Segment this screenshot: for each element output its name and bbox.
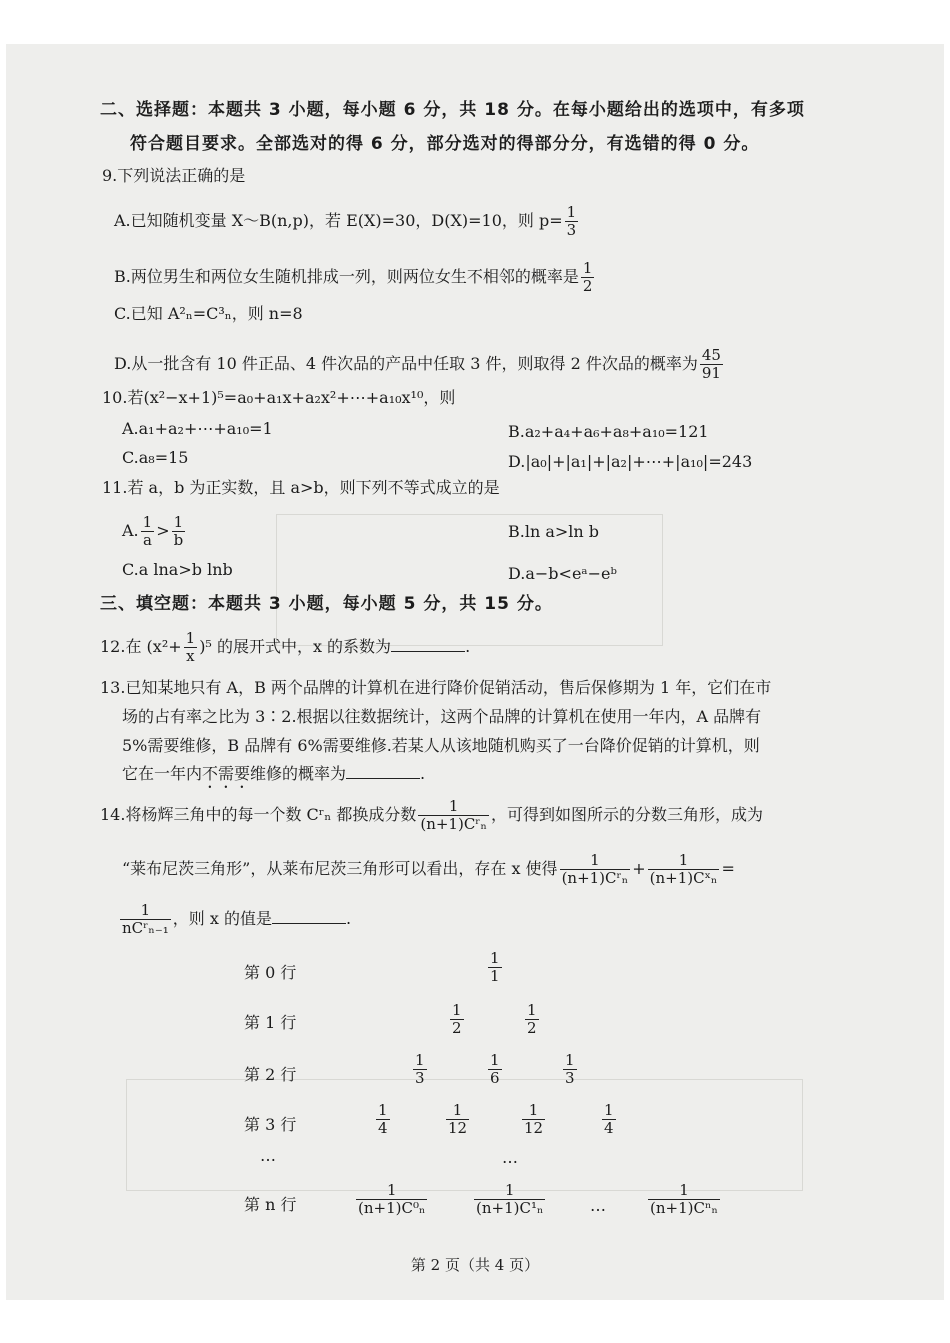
q14-fraction-1 xyxy=(418,798,489,833)
q11-option-b: B.ln a>ln b xyxy=(508,522,600,541)
numerator: 1 xyxy=(418,798,489,816)
denominator: 2 xyxy=(582,277,593,295)
row-label-0: 第 0 行 xyxy=(244,963,297,982)
triangle-cell xyxy=(376,1102,390,1137)
q14-fraction-2 xyxy=(560,852,631,887)
denominator: (n+1)Cʳₙ xyxy=(420,815,487,833)
row-label-ellipsis: … xyxy=(260,1146,278,1165)
q14-line1 xyxy=(100,798,763,833)
numerator: 1 xyxy=(560,852,631,870)
numerator: 1 xyxy=(522,1102,545,1120)
numerator: 1 xyxy=(565,1051,575,1069)
denominator: 4 xyxy=(378,1119,388,1137)
answer-blank[interactable] xyxy=(391,637,465,652)
q9-stem: 9.下列说法正确的是 xyxy=(102,166,246,185)
numerator: 1 xyxy=(566,203,577,221)
operator: > xyxy=(156,521,170,540)
q14-end: . xyxy=(345,909,352,928)
numerator: 1 xyxy=(648,852,720,870)
denominator: 2 xyxy=(452,1019,462,1037)
q9-option-b-fraction xyxy=(581,260,595,295)
numerator: 1 xyxy=(474,1182,545,1200)
q14-line3-post: ，则 x 的值是 xyxy=(172,909,272,928)
denominator: 3 xyxy=(415,1069,425,1087)
q12-fraction xyxy=(184,630,198,665)
triangle-cell xyxy=(446,1102,469,1137)
q12-prefix: 12.在 xyxy=(100,637,142,656)
plus-sign: + xyxy=(632,859,646,878)
q11-option-a-right-fraction xyxy=(172,514,186,549)
q12-end: . xyxy=(465,637,471,656)
q13-emphasis: 不需要 xyxy=(202,764,251,783)
row-label-n: 第 n 行 xyxy=(244,1195,297,1214)
q11-option-a xyxy=(122,514,187,549)
triangle-cell xyxy=(356,1182,427,1217)
triangle-cell xyxy=(563,1052,577,1087)
section2-header-line1: 二、选择题：本题共 3 小题，每小题 6 分，共 18 分。在每小题给出的选项中，有多项 xyxy=(100,100,805,120)
q9-option-d-fraction xyxy=(700,347,723,382)
triangle-cell xyxy=(474,1182,545,1217)
row-label-1: 第 1 行 xyxy=(244,1013,297,1032)
denominator: a xyxy=(142,531,152,549)
triangle-cell xyxy=(413,1052,427,1087)
numerator: 1 xyxy=(142,513,153,531)
q10-option-c: C.a₈=15 xyxy=(122,448,189,467)
q9-option-c: C.已知 A²ₙ=C³ₙ，则 n=8 xyxy=(114,304,303,323)
q11-option-c: C.a lna>b lnb xyxy=(122,560,233,579)
q9-option-d-text: D.从一批含有 10 件正品、4 件次品的产品中任取 3 件，则取得 2 件次品的概率为 xyxy=(114,354,698,373)
q12-expression-right: )⁵ xyxy=(199,637,212,656)
triangle-cell xyxy=(488,1052,502,1087)
numerator: 1 xyxy=(415,1051,425,1069)
option-letter: A. xyxy=(122,521,139,540)
q9-option-a xyxy=(114,204,580,239)
triangle-cell xyxy=(450,1002,464,1037)
denominator: 12 xyxy=(524,1119,544,1137)
denominator: 6 xyxy=(490,1069,500,1087)
q9-option-a-text: A.已知随机变量 X～B(n,p)，若 E(X)=30，D(X)=10，则 p= xyxy=(114,211,563,230)
denominator: 12 xyxy=(448,1119,468,1137)
q14-line1-pre: 14.将杨辉三角中的每一个数 Cʳₙ 都换成分数 xyxy=(100,805,417,824)
triangle-cell xyxy=(525,1002,539,1037)
section3-header: 三、填空题：本题共 3 小题，每小题 5 分，共 15 分。 xyxy=(100,594,553,614)
numerator: 1 xyxy=(648,1182,720,1200)
row-label-3: 第 3 行 xyxy=(244,1115,297,1134)
q10-option-a: A.a₁+a₂+⋯+a₁₀=1 xyxy=(122,419,273,438)
denominator: (n+1)Cʳₙ xyxy=(561,869,629,887)
q14-fraction-3 xyxy=(648,852,720,887)
numerator: 1 xyxy=(120,902,171,920)
q13-line1: 13.已知某地只有 A，B 两个品牌的计算机在进行降价促销活动，售后保修期为 1 年，它们在市 xyxy=(100,678,772,697)
q13-line2: 场的占有率之比为 3∶2.根据以往数据统计，这两个品牌的计算机在使用一年内，A 品牌有 xyxy=(122,707,762,726)
q10-stem: 10.若(x²−x+1)⁵=a₀+a₁x+a₂x²+⋯+a₁₀x¹⁰，则 xyxy=(102,388,456,407)
q13-line3: 5%需要维修，B 品牌有 6%需要维修.若某人从该地随机购买了一台降价促销的计算机，则 xyxy=(122,736,760,755)
q9-option-b-text: B.两位男生和两位女生随机排成一列，则两位女生不相邻的概率是 xyxy=(114,267,579,286)
q14-line2 xyxy=(122,852,735,887)
triangle-row-ellipsis: … xyxy=(590,1196,608,1215)
exam-page xyxy=(6,44,944,1300)
q10-option-d: D.|a₀|+|a₁|+|a₂|+⋯+|a₁₀|=243 xyxy=(508,452,753,471)
numerator: 1 xyxy=(604,1101,614,1119)
denominator: 4 xyxy=(604,1119,614,1137)
denominator: (n+1)C¹ₙ xyxy=(476,1199,544,1217)
q9-option-a-fraction xyxy=(565,204,579,239)
q13-line4 xyxy=(122,764,425,792)
q10-option-b: B.a₂+a₄+a₆+a₈+a₁₀=121 xyxy=(508,422,709,441)
answer-blank[interactable] xyxy=(272,909,346,924)
numerator: 1 xyxy=(527,1001,537,1019)
denominator: (n+1)C⁰ₙ xyxy=(358,1199,426,1217)
denominator: 3 xyxy=(565,1069,575,1087)
section2-header-line2: 符合题目要求。全部选对的得 6 分，部分选对的得部分分，有选错的得 0 分。 xyxy=(130,134,760,154)
q14-line3 xyxy=(118,902,351,937)
row-label-2: 第 2 行 xyxy=(244,1065,297,1084)
numerator: 1 xyxy=(378,1101,388,1119)
denominator: b xyxy=(173,531,184,549)
numerator: 45 xyxy=(701,346,721,364)
denominator: 1 xyxy=(490,967,500,985)
numerator: 1 xyxy=(172,514,186,532)
triangle-cell xyxy=(488,950,502,985)
denominator: nCʳₙ₋₁ xyxy=(122,919,169,937)
q12-expression-left: (x²+ xyxy=(146,637,182,656)
numerator: 1 xyxy=(452,1001,462,1019)
q13-line4-post: 维修的概率为 xyxy=(250,764,347,783)
denominator: 91 xyxy=(701,364,721,382)
q14-line1-post: ，可得到如图所示的分数三角形，成为 xyxy=(491,805,764,824)
q12-suffix: 的展开式中，x 的系数为 xyxy=(216,637,392,656)
numerator: 1 xyxy=(185,629,196,647)
numerator: 1 xyxy=(356,1182,427,1200)
numerator: 1 xyxy=(582,259,593,277)
denominator: x xyxy=(186,647,195,665)
numerator: 1 xyxy=(490,1051,500,1069)
denominator: (n+1)Cⁿₙ xyxy=(650,1199,718,1217)
q14-fraction-4 xyxy=(120,902,171,937)
numerator: 1 xyxy=(490,949,500,967)
q11-option-d: D.a−b<eᵃ−eᵇ xyxy=(508,564,617,583)
q13-line4-pre: 它在一年内 xyxy=(122,764,203,783)
q11-option-a-left-fraction xyxy=(141,514,155,549)
denominator: (n+1)Cˣₙ xyxy=(649,869,718,887)
triangle-ellipsis: … xyxy=(502,1148,520,1167)
q9-option-d xyxy=(114,347,725,382)
q12 xyxy=(100,630,470,665)
equals-sign: = xyxy=(721,859,735,878)
q11-stem: 11.若 a，b 为正实数，且 a>b，则下列不等式成立的是 xyxy=(102,478,500,497)
triangle-cell xyxy=(522,1102,545,1137)
q9-option-b xyxy=(114,260,596,295)
page-footer: 第 2 页（共 4 页） xyxy=(410,1256,540,1274)
triangle-cell xyxy=(648,1182,720,1217)
numerator: 1 xyxy=(446,1102,469,1120)
denominator: 3 xyxy=(566,221,577,239)
q13-end: . xyxy=(420,764,426,783)
denominator: 2 xyxy=(527,1019,537,1037)
answer-blank[interactable] xyxy=(346,764,420,779)
triangle-cell xyxy=(602,1102,616,1137)
q14-line2-pre: “莱布尼茨三角形”，从莱布尼茨三角形可以看出，存在 x 使得 xyxy=(122,859,558,878)
